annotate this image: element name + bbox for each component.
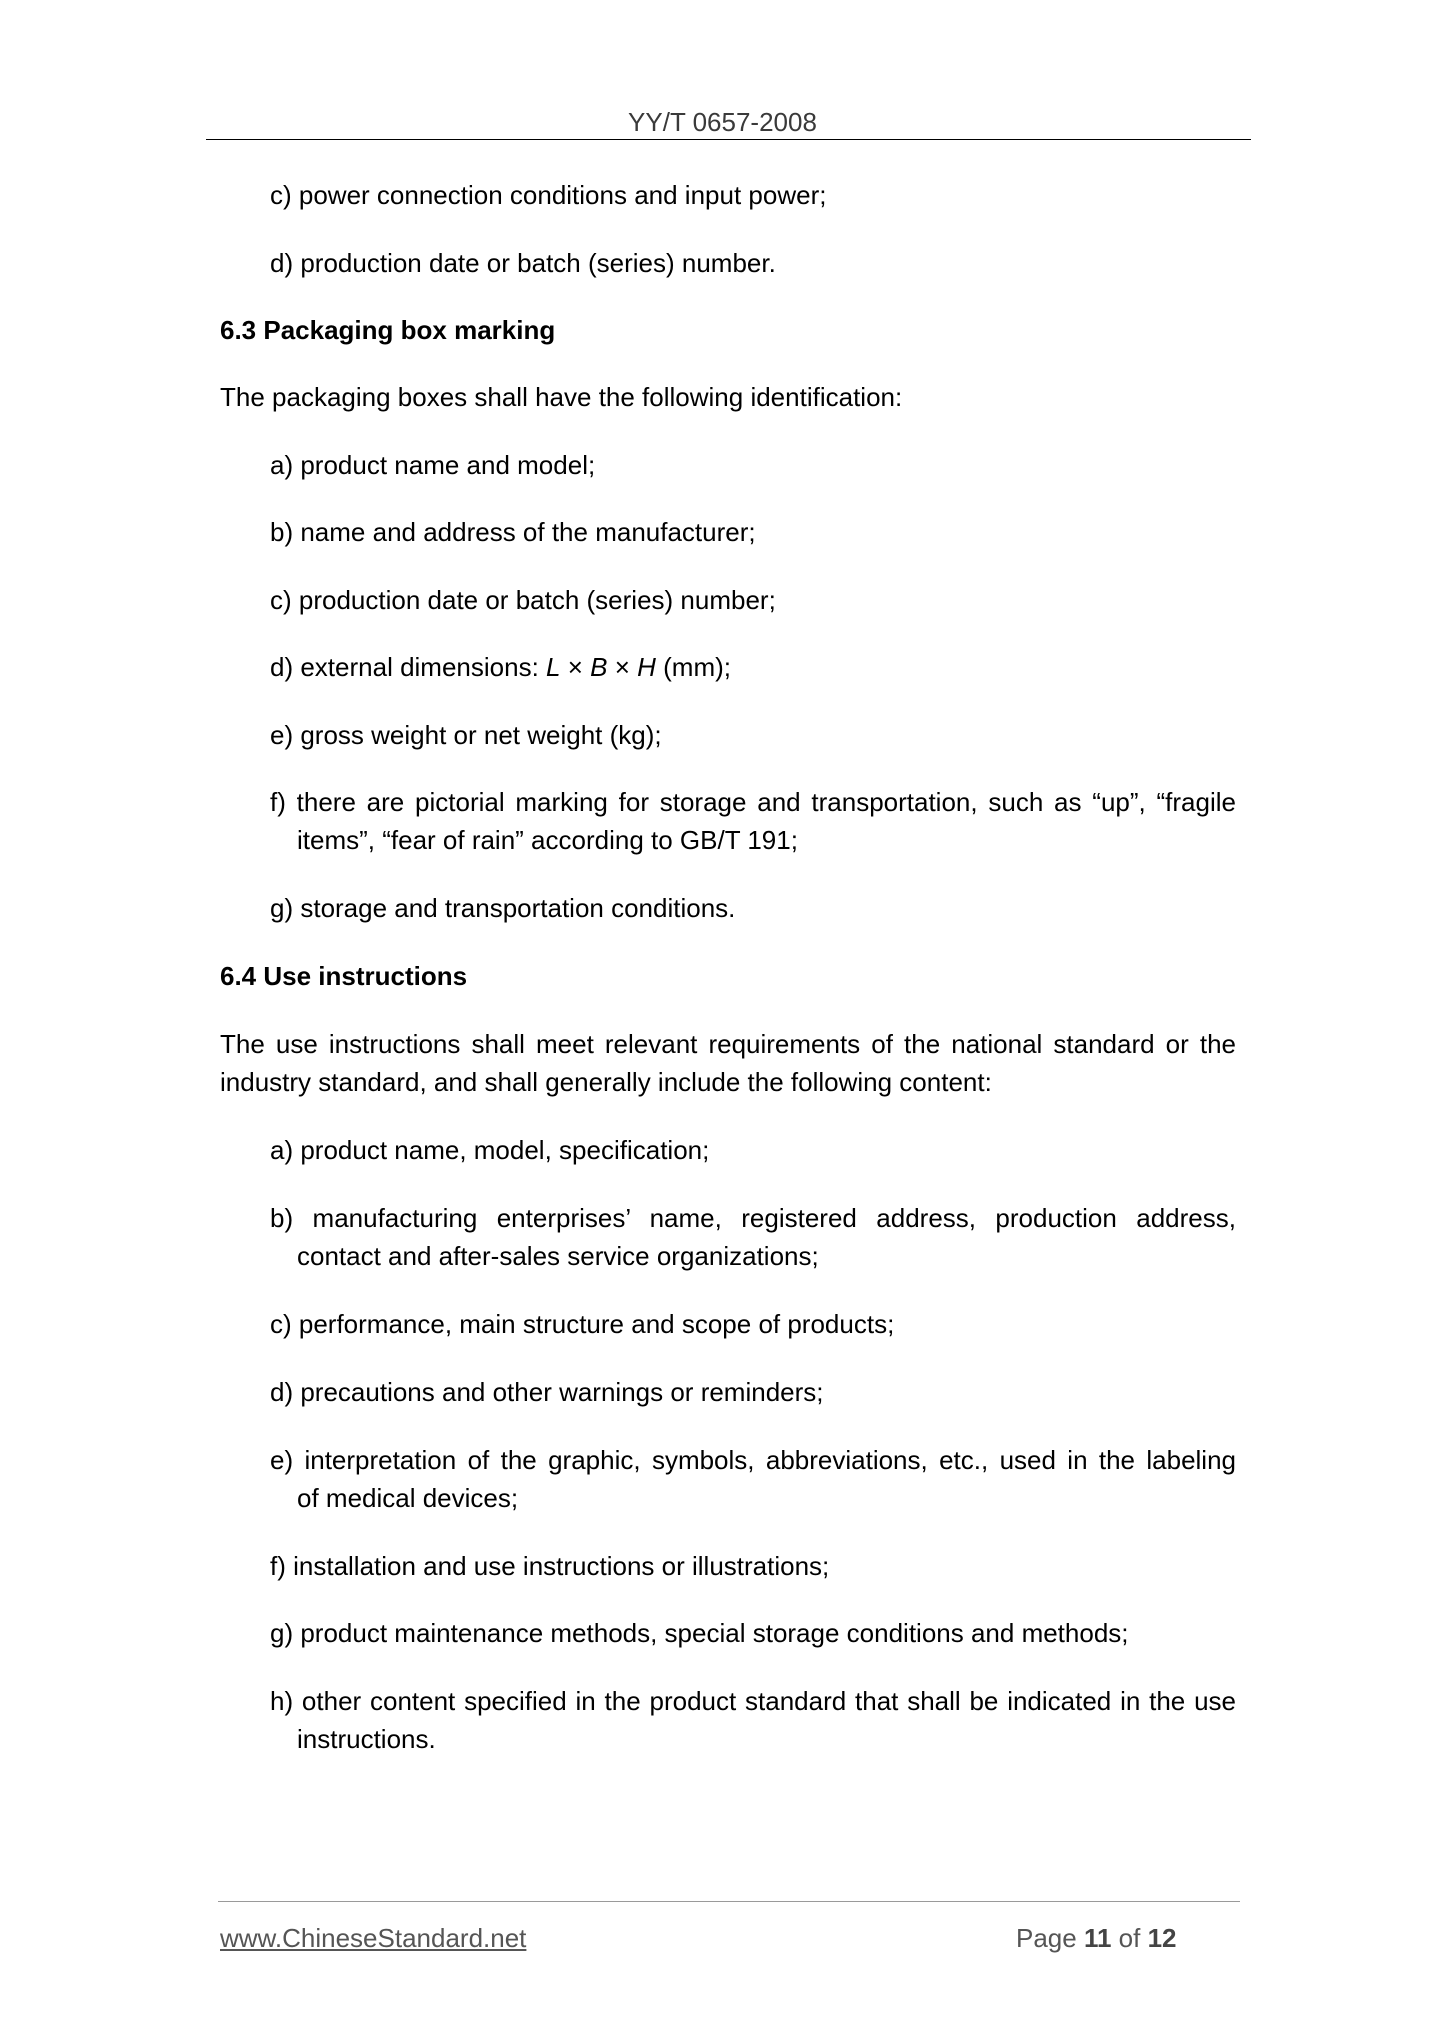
paragraph: The use instructions shall meet relevant requirements of the national standard or the [220,1029,1236,1059]
list-item: f) installation and use instructions or illustrations; [270,1551,830,1581]
list-item-continuation: of medical devices; [297,1483,519,1513]
list-item: g) storage and transportation conditions. [270,893,736,923]
symbol-H: H [637,652,656,682]
page-of-label: of [1111,1923,1148,1953]
paragraph: The packaging boxes shall have the following identification: [220,382,903,412]
section-heading-6-3: 6.3 Packaging box marking [220,315,556,345]
symbol-B: B [590,652,608,682]
text-span: d) external dimensions: [270,652,547,682]
list-item: b) manufacturing enterprises’ name, registered address, production address, [270,1203,1236,1233]
list-item: d) precautions and other warnings or reminders; [270,1377,824,1407]
times-sign: × [560,652,591,682]
list-item: a) product name, model, specification; [270,1135,710,1165]
website-link[interactable]: www.ChineseStandard.net [220,1923,527,1953]
document-code: YY/T 0657-2008 [628,107,817,137]
list-item: h) other content specified in the product standard that shall be indicated in the use [270,1686,1236,1716]
text-span: (mm); [655,652,731,682]
page-indicator [1016,1920,1177,1956]
footer-divider [218,1901,1240,1902]
page-total: 12 [1147,1923,1177,1953]
list-item: a) product name and model; [270,450,596,480]
paragraph-continuation: industry standard, and shall generally include the following content: [220,1067,992,1097]
list-item: b) name and address of the manufacturer; [270,517,756,547]
list-item: e) gross weight or net weight (kg); [270,720,662,750]
list-item-continuation: contact and after-sales service organizations; [297,1241,819,1271]
page-label: Page [1016,1923,1084,1953]
list-item: c) production date or batch (series) number; [270,585,776,615]
page-current: 11 [1083,1923,1112,1953]
list-item: c) performance, main structure and scope of products; [270,1309,895,1339]
list-item-continuation: items”, “fear of rain” according to GB/T 191; [297,825,798,855]
list-item: f) there are pictorial marking for storage and transportation, such as “up”, “fragile [270,787,1236,817]
list-item: e) interpretation of the graphic, symbols, abbreviations, etc., used in the labeling [270,1445,1236,1475]
times-sign: × [607,652,638,682]
header-divider [206,139,1251,140]
symbol-L: L [546,652,561,682]
list-item-dimensions [270,648,731,686]
list-item: c) power connection conditions and input power; [270,180,827,210]
list-item: g) product maintenance methods, special storage conditions and methods; [270,1618,1129,1648]
section-heading-6-4: 6.4 Use instructions [220,961,468,991]
list-item-continuation: instructions. [297,1724,436,1754]
list-item: d) production date or batch (series) number. [270,248,776,278]
